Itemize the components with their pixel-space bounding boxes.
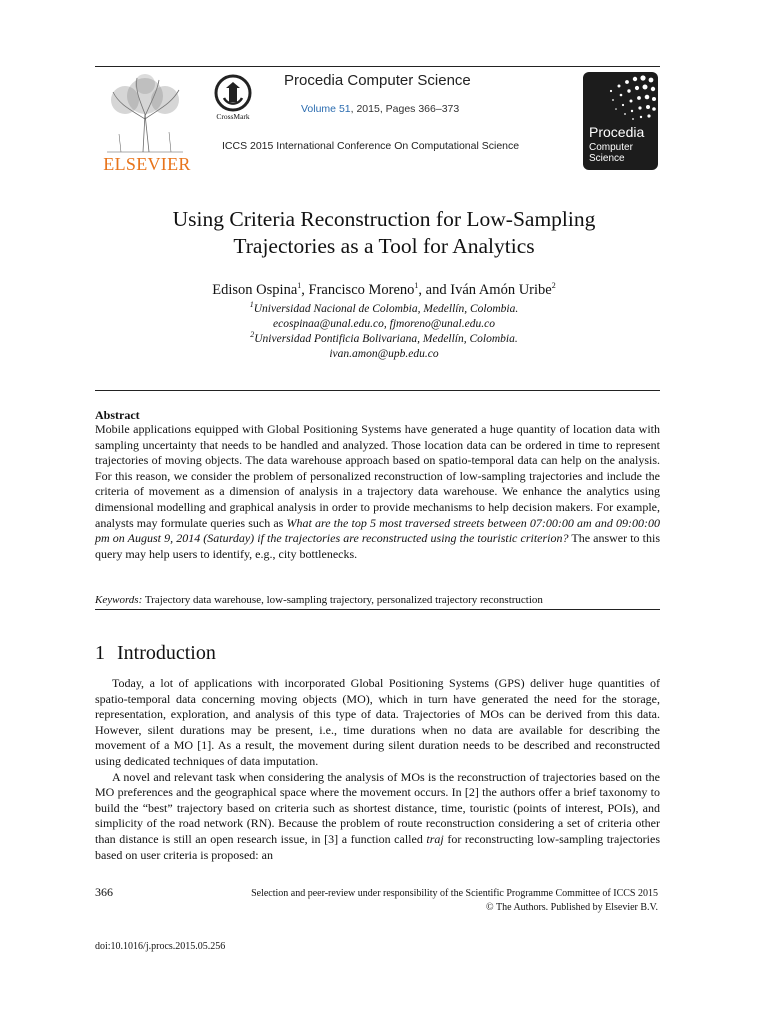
paper-title xyxy=(80,206,688,260)
affiliation-mark: 2 xyxy=(250,330,255,340)
keywords-list: Trajectory data warehouse, low-sampling trajectory, personalized trajectory reconstruction xyxy=(142,594,543,606)
footer-line2-text: The Authors. Published by Elsevier B.V. xyxy=(493,902,658,913)
introduction-body xyxy=(95,676,660,863)
paragraph: Today, a lot of applications with incorporated Global Positioning Systems (GPS) deliver huge quantities of spatio-temporal data concerning moving objects (MO), which in turn have generated the need for the storage, representation, exploration, and analysis of this type of data. Trajectories of MOs can be derived from this data. However, silent durations may be present, i.e., time durations when no data are available for describing the movement of a MO [1]. As a result, the movement during silent duration needs to be described and reconstructed using dedicated techniques of data imputation. xyxy=(95,676,660,768)
crossmark-label: CrossMark xyxy=(216,112,250,121)
conference-name: ICCS 2015 International Conference On Computational Science xyxy=(222,140,520,152)
footer-line2 xyxy=(140,901,658,915)
affiliation-1-email[interactable]: ecospinaa@unal.edu.co, fjmoreno@unal.edu.co xyxy=(273,318,495,330)
footer-line1: Selection and peer-review under responsibility of the Scientific Programme Committee of ICCS 2015 xyxy=(251,888,658,899)
section-title: Introduction xyxy=(117,642,216,664)
journal-name: Procedia Computer Science xyxy=(284,72,471,89)
paper-title-line2: Trajectories as a Tool for Analytics xyxy=(233,234,535,258)
affiliation-text: Universidad Nacional de Colombia, Medellín, Colombia. xyxy=(253,303,519,315)
brand-subtitle-line2: Science xyxy=(589,153,625,164)
header-top-rule xyxy=(95,66,660,67)
author-separator: , and xyxy=(418,282,451,298)
dots-pattern-icon xyxy=(583,72,658,124)
brand-subtitle-line1: Computer xyxy=(589,142,633,153)
keywords-label: Keywords: xyxy=(95,594,143,606)
brand-subtitle xyxy=(589,142,633,164)
page-number: 366 xyxy=(95,885,113,899)
paragraph xyxy=(95,770,660,864)
volume-link[interactable]: Volume 51 xyxy=(301,103,351,115)
copyright-symbol: © xyxy=(486,902,494,913)
keywords xyxy=(95,594,543,606)
doi[interactable]: doi:10.1016/j.procs.2015.05.256 xyxy=(95,941,226,952)
author-name: Francisco Moreno xyxy=(308,282,415,298)
affiliation-mark: 1 xyxy=(249,300,254,310)
section-number: 1 xyxy=(95,642,105,664)
author-affiliation-mark: 1 xyxy=(297,281,302,291)
affiliation-2-email[interactable]: ivan.amon@upb.edu.co xyxy=(329,348,439,360)
publisher-wordmark: ELSEVIER xyxy=(103,154,191,174)
author-affiliation-mark: 1 xyxy=(414,281,419,291)
abstract-top-rule xyxy=(95,390,660,391)
abstract-example-query: What are the top 5 most traversed streets between 07:00:00 am and 09:00:00 pm on August 9, 2014 (Saturday) if the trajectories are reconstructed using the touristic criterion? xyxy=(95,515,660,546)
author-affiliation-mark: 2 xyxy=(551,281,556,291)
paper-title-line1: Using Criteria Reconstruction for Low-Sampling xyxy=(172,207,596,231)
brand-title: Procedia xyxy=(589,124,645,140)
section-heading xyxy=(95,642,216,665)
affiliation-text: Universidad Pontificia Bolivariana, Medellín, Colombia. xyxy=(254,333,518,345)
abstract-heading: Abstract xyxy=(95,408,140,422)
footer-note xyxy=(140,887,658,915)
paragraph-text: for reconstructing low-sampling trajectories based on user criteria is proposed: an xyxy=(95,831,660,862)
author-name: Edison Ospina xyxy=(212,282,298,298)
abstract-text-part: Mobile applications equipped with Global Positioning Systems have generated a huge quantity of location data with sampling uncertainty that needs to be handled and analyzed. Those location data can be ordered in time to represent trajectories of moving objects. The data warehouse approach based on spatio-temporal data can help on the analysis. For this reason, we consider the problem of personalized reconstruction of low-sampling trajectories and include the criteria of movement as a dimension of analysis in a trajectory data warehouse. We enhance the analytics using dimensional modelling and graphical analysis in order to provide mechanisms to help decision makers. For example, analysts may formulate queries such as xyxy=(95,422,660,530)
volume-info xyxy=(301,103,459,115)
paragraph-text: A novel and relevant task when considering the analysis of MOs is the reconstruction of trajectories based on the MO preferences and the geographical space where the movement occurs. In [2] the authors offer a brief taxonomy to build the “best” trajectory based on criteria such as shortest distance, time, touristic (points of interest, POIs), and simplicity of the road network (RN). Because the problem of route reconstruction considering a set of criteria other than distance is still an open research issue, in [3] a function called xyxy=(95,769,660,846)
affiliation-1 xyxy=(80,300,688,315)
author-list xyxy=(80,282,688,299)
abstract-bottom-rule xyxy=(95,609,660,610)
function-name: traj xyxy=(426,831,444,846)
abstract-text-part: The answer to this query may help users to identify, e.g., city bottlenecks. xyxy=(95,531,660,561)
crossmark-icon[interactable] xyxy=(214,74,252,112)
affiliation-2 xyxy=(80,330,688,345)
procedia-brand-logo xyxy=(583,72,658,170)
volume-pages: , 2015, Pages 366–373 xyxy=(350,103,460,115)
abstract-text xyxy=(95,422,660,562)
author-name: Iván Amón Uribe xyxy=(450,282,552,298)
author-separator: , xyxy=(301,282,309,298)
